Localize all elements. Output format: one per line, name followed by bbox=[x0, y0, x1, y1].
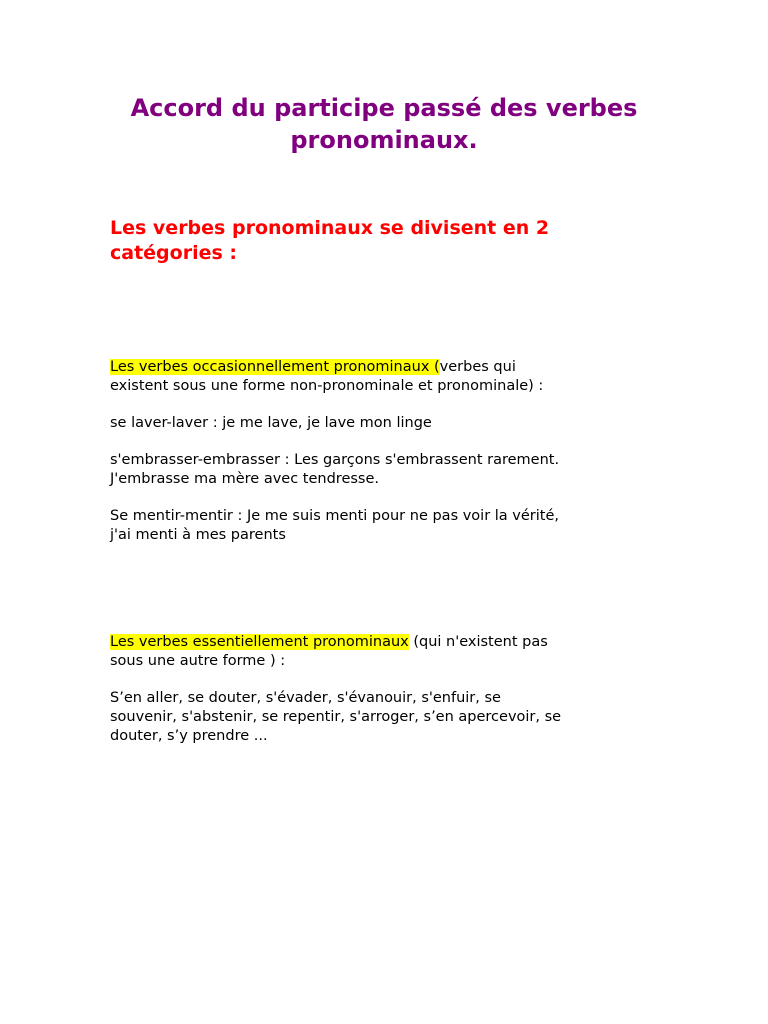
essential-intro-text: (qui n'existent pas bbox=[408, 634, 548, 650]
occasional-pronominal-section bbox=[110, 358, 670, 545]
example-embrasser-line-2: J'embrasse ma mère avec tendresse. bbox=[110, 471, 380, 487]
section-heading-line-1: Les verbes pronominaux se divisent en 2 bbox=[110, 217, 550, 239]
occasional-category-highlight: Les verbes occasionnellement pronominaux ( bbox=[110, 359, 440, 375]
section-heading bbox=[110, 216, 670, 266]
essential-verb-list-line-3: douter, s’y prendre ... bbox=[110, 728, 268, 744]
example-laver-line: se laver-laver : je me lave, je lave mon linge bbox=[110, 415, 432, 431]
occasional-intro-line-2: existent sous une forme non-pronominale et pronominale) : bbox=[110, 378, 544, 394]
essential-verb-list-line-1: S’en aller, se douter, s'évader, s'évanouir, s'enfuir, se bbox=[110, 690, 501, 706]
occasional-intro-text: verbes qui bbox=[439, 359, 516, 375]
essential-intro-line-1 bbox=[110, 633, 670, 652]
example-laver bbox=[110, 414, 670, 433]
example-mentir-line-1: Se mentir-mentir : Je me suis menti pour ne pas voir la vérité, bbox=[110, 508, 560, 524]
essential-category-highlight: Les verbes essentiellement pronominaux bbox=[110, 634, 409, 650]
essential-intro-line-2: sous une autre forme ) : bbox=[110, 653, 286, 669]
example-mentir-line-2: j'ai menti à mes parents bbox=[110, 527, 286, 543]
occasional-intro-paragraph bbox=[110, 358, 670, 396]
essential-intro-paragraph bbox=[110, 633, 670, 671]
page-title bbox=[60, 92, 708, 156]
section-heading-line-2: catégories : bbox=[110, 242, 237, 264]
example-mentir bbox=[110, 507, 670, 545]
page-title-line-1: Accord du participe passé des verbes bbox=[130, 94, 638, 122]
essential-pronominal-section bbox=[110, 633, 670, 746]
essential-verb-list bbox=[110, 689, 670, 746]
essential-verb-list-line-2: souvenir, s'abstenir, se repentir, s'arroger, s’en apercevoir, se bbox=[110, 709, 562, 725]
example-embrasser-line-1: s'embrasser-embrasser : Les garçons s'embrassent rarement. bbox=[110, 452, 560, 468]
example-embrasser bbox=[110, 451, 670, 489]
page-title-line-2: pronominaux. bbox=[290, 126, 478, 154]
occasional-intro-line-1 bbox=[110, 358, 670, 377]
